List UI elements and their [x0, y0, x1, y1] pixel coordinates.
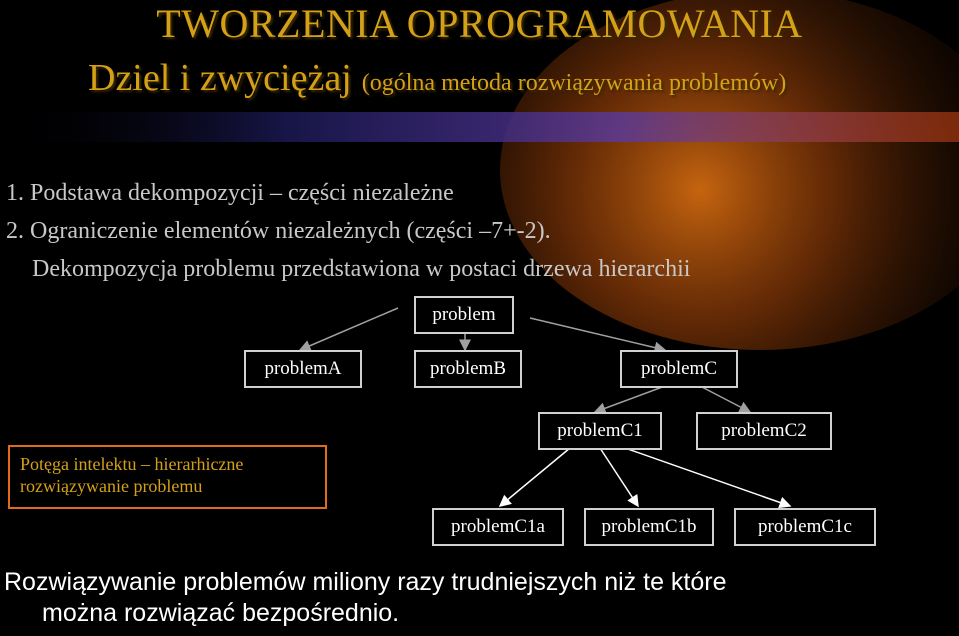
subtitle-main: Dziel i zwyciężaj [88, 57, 352, 99]
note-line-1: Potęga intelektu – hierarhiczne [20, 454, 244, 474]
node-problemC1b: problemC1b [584, 508, 714, 546]
node-problemA: problemA [244, 350, 362, 388]
node-problemC1a: problemC1a [432, 508, 564, 546]
point-2: 2. Ograniczenie elementów niezależnych (części –7+-2). [6, 218, 551, 244]
node-problemC: problemC [620, 350, 738, 388]
page-title: TWORZENIA OPROGRAMOWANIA [156, 1, 803, 46]
intellect-note-box [8, 445, 327, 509]
node-problem: problem [414, 296, 514, 334]
conclusion-line-1: Rozwiązywanie problemów miliony razy trudniejszych niż te które [4, 568, 727, 596]
note-line-2: rozwiązywanie problemu [20, 476, 203, 496]
conclusion-line-2: można rozwiązać bezpośrednio. [42, 599, 400, 627]
node-problemC2: problemC2 [696, 412, 832, 450]
conclusion-text [4, 567, 954, 629]
point-1: 1. Podstawa dekompozycji – części niezależne [6, 180, 454, 206]
node-problemC1: problemC1 [538, 412, 662, 450]
subtitle-note: (ogólna metoda rozwiązywania problemów) [361, 70, 787, 96]
point-3: Dekompozycja problemu przedstawiona w postaci drzewa hierarchii [32, 256, 691, 282]
node-problemC1c: problemC1c [734, 508, 876, 546]
node-problemB: problemB [414, 350, 522, 388]
